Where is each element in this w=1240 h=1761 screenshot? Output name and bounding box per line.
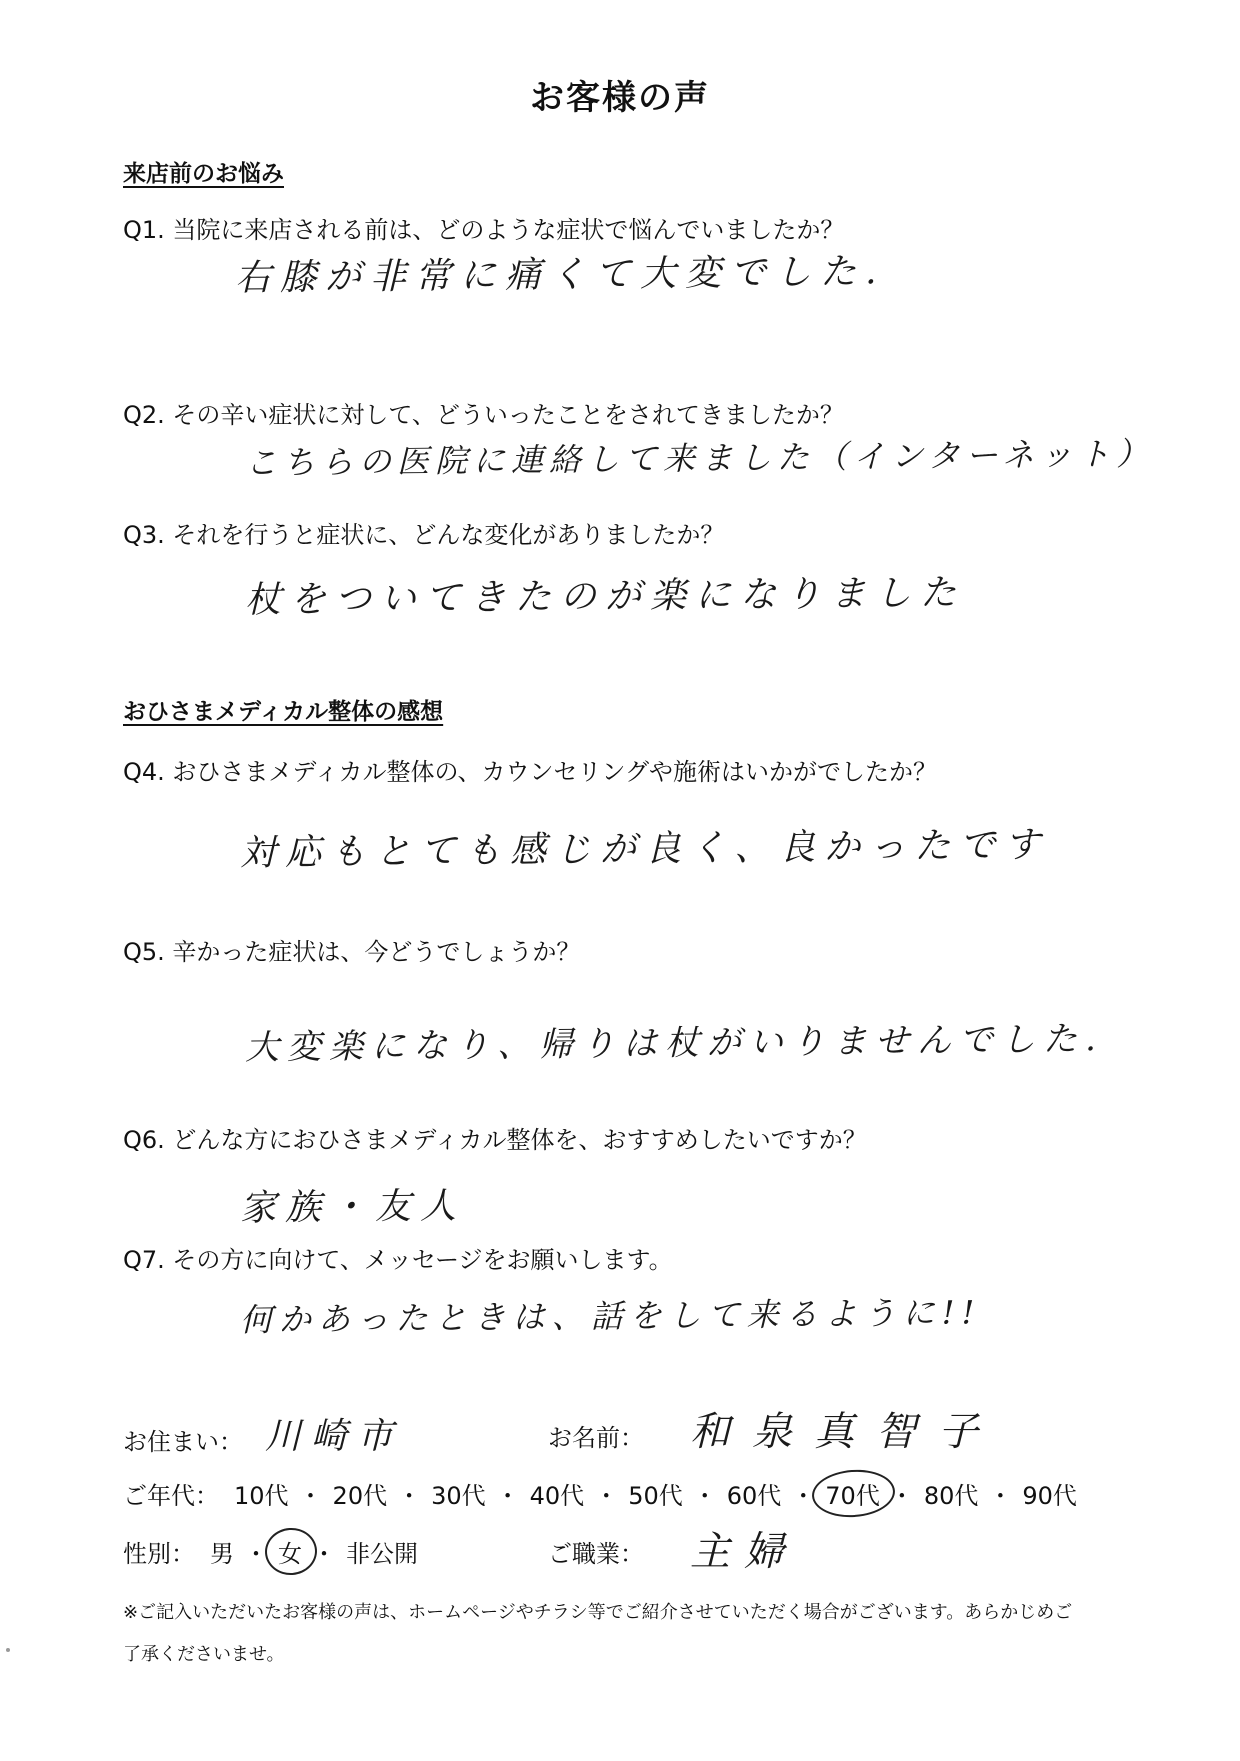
age-option-20s[interactable]: 20代 (332, 1482, 388, 1510)
question-6: Q6. どんな方におひさまメディカル整体を、おすすめしたいですか？ (123, 1126, 867, 1154)
gender-option-male[interactable]: 男 (210, 1540, 234, 1568)
age-option-90s[interactable]: 90代 (1022, 1482, 1077, 1510)
question-3: Q3. それを行うと症状に、どんな変化がありましたか？ (123, 521, 725, 549)
age-option-40s[interactable]: 40代 (529, 1482, 585, 1510)
occupation-value-handwritten: 主婦 (690, 1529, 798, 1575)
age-label: ご年代： (123, 1482, 219, 1510)
age-group-row: ご年代： 10代 ・ 20代 ・ 30代 ・ 40代 ・ 50代 ・ 60代 ・ 70代 ・ 80代 ・ 90代 (123, 1476, 1078, 1511)
question-5: Q5. 辛かった症状は、今どうでしょうか？ (123, 938, 581, 966)
age-option-80s[interactable]: 80代 (923, 1482, 979, 1510)
age-option-10s[interactable]: 10代 (234, 1482, 289, 1510)
section-heading-impressions: おひさまメディカル整体の感想 (123, 699, 444, 725)
age-option-30s[interactable]: 30代 (431, 1482, 486, 1510)
question-4: Q4. おひさまメディカル整体の、カウンセリングや施術はいかがでしたか？ (123, 758, 938, 786)
scan-speck (6, 1648, 10, 1652)
residence-label: お住まい： (123, 1428, 243, 1456)
answer-6-handwritten: 家族・友人 (239, 1185, 466, 1229)
gender-row: 性別： 男 ・ 女 ・ 非公開 (123, 1534, 419, 1569)
answer-1-handwritten: 右膝が非常に痛くて大変でした. (234, 251, 886, 299)
name-label: お名前： (548, 1424, 644, 1452)
answer-7-handwritten: 何かあったときは、話をして来るように!! (239, 1293, 982, 1339)
gender-label: 性別： (123, 1540, 195, 1568)
answer-4-handwritten: 対応もとても感じが良く、良かったです (239, 824, 1050, 874)
notice-line-1: ※ご記入いただいたお客様の声は、ホームページやチラシ等でご紹介させていただく場合がございます。あらかじめご (123, 1602, 1073, 1623)
age-option-70s-circled[interactable]: 70代 (824, 1476, 881, 1511)
residence-value-handwritten: 川崎市 (265, 1416, 404, 1457)
question-7: Q7. その方に向けて、メッセージをお願いします。 (123, 1246, 673, 1274)
answer-3-handwritten: 杖をついてきたのが楽になりました (244, 572, 966, 621)
question-1: Q1. 当院に来店される前は、どのような症状で悩んでいましたか？ (123, 216, 845, 244)
question-2: Q2. その辛い症状に対して、どういったことをされてきましたか？ (123, 401, 844, 429)
name-value-handwritten: 和泉真智子 (690, 1409, 1000, 1455)
gender-option-female-circled[interactable]: 女 (277, 1534, 303, 1569)
notice-line-2: 了承くださいませ。 (123, 1644, 285, 1665)
gender-option-private[interactable]: 非公開 (346, 1540, 418, 1568)
answer-2-handwritten: こちらの医院に連絡して来ました（インターネット） (244, 434, 1155, 482)
occupation-label: ご職業： (548, 1540, 644, 1568)
answer-5-handwritten: 大変楽になり、帰りは杖がいりませんでした. (244, 1019, 1105, 1068)
age-option-50s[interactable]: 50代 (628, 1482, 683, 1510)
section-heading-before-visit: 来店前のお悩み (123, 161, 284, 187)
page-title: お客様の声 (530, 78, 710, 118)
age-option-60s[interactable]: 60代 (726, 1482, 782, 1510)
